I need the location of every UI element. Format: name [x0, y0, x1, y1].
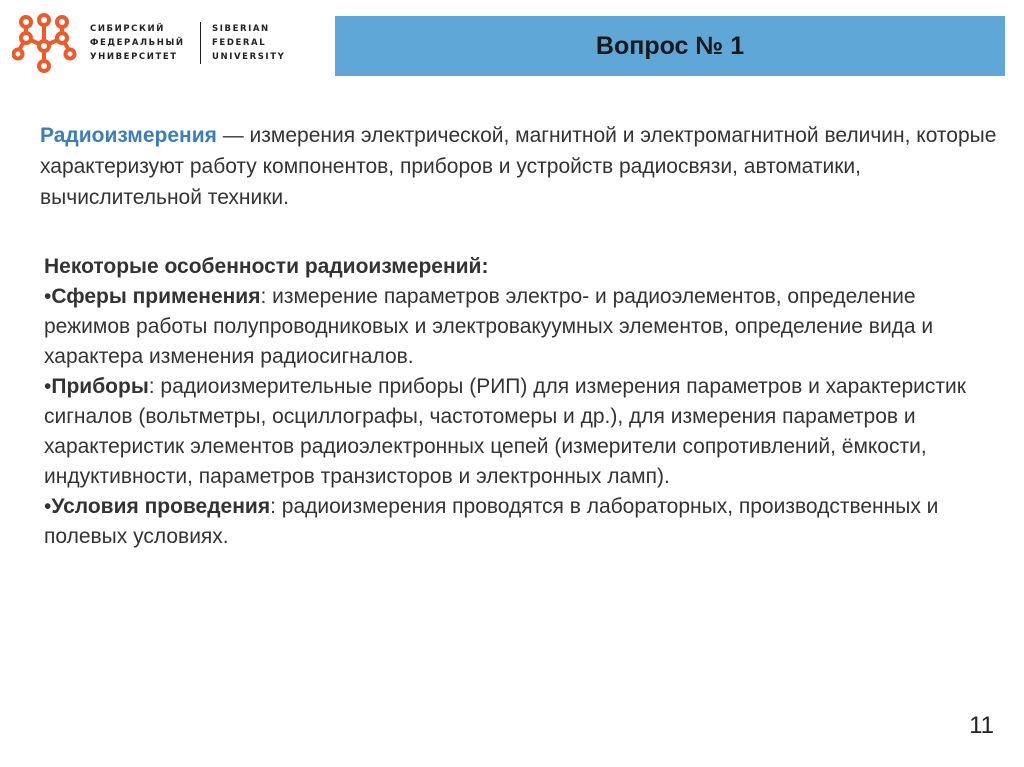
- feature-label: Сферы применения: [51, 285, 261, 308]
- logo-en-line: UNIVERSITY: [212, 52, 286, 62]
- feature-text: : измерение параметров электро- и радиоэлементов, определение режимов работы полупроводниковых и электровакуумных элементов, определение вида и характера изменения радиосигналов.: [44, 285, 934, 368]
- feature-item: [44, 492, 1004, 552]
- feature-item: [44, 282, 1004, 372]
- definition-term: Радиоизмерения: [40, 124, 217, 147]
- title-bar: [335, 16, 1005, 76]
- feature-text: : радиоизмерения проводятся в лабораторных, производственных и полевых условиях.: [44, 495, 939, 548]
- logo-ru-line: СИБИРСКИЙ: [90, 24, 165, 34]
- slide-title: Вопрос № 1: [595, 31, 745, 60]
- definition-paragraph: [40, 120, 1000, 213]
- page-number: 11: [969, 712, 994, 739]
- bullet: •: [44, 375, 52, 398]
- bullet: •: [44, 495, 52, 518]
- feature-text: : радиоизмерительные приборы (РИП) для измерения параметров и характеристик сигналов (вольтметры, осциллографы, частотомеры и др.), для измерения параметров и характеристик элементов радиоэлектронных цепей (измерители сопротивлений, ёмкости, индуктивности, параметров транзисторов и электронных ламп).: [44, 375, 966, 488]
- features-heading: Некоторые особенности радиоизмерений:: [44, 255, 489, 278]
- bullet: •: [44, 285, 52, 308]
- university-logo: [12, 8, 312, 80]
- feature-label: Условия проведения: [51, 495, 271, 518]
- feature-item: [44, 372, 1004, 492]
- sfu-molecule-icon: [12, 8, 78, 78]
- definition-text: — измерения электрической, магнитной и электромагнитной величин, которые характеризуют работу компонентов, приборов и устройств радиосвязи, автоматики, вычислительной техники.: [40, 124, 997, 209]
- logo-en-line: FEDERAL: [212, 38, 267, 48]
- logo-en-line: SIBERIAN: [212, 24, 270, 34]
- feature-label: Приборы: [51, 375, 149, 398]
- logo-ru-line: ФЕДЕРАЛЬНЫЙ: [90, 38, 185, 48]
- features-block: [44, 252, 1004, 552]
- logo-ru-line: УНИВЕРСИТЕТ: [90, 52, 178, 62]
- logo-divider: [200, 22, 201, 64]
- logo-text-en: [212, 22, 285, 64]
- logo-text-ru: [90, 22, 185, 64]
